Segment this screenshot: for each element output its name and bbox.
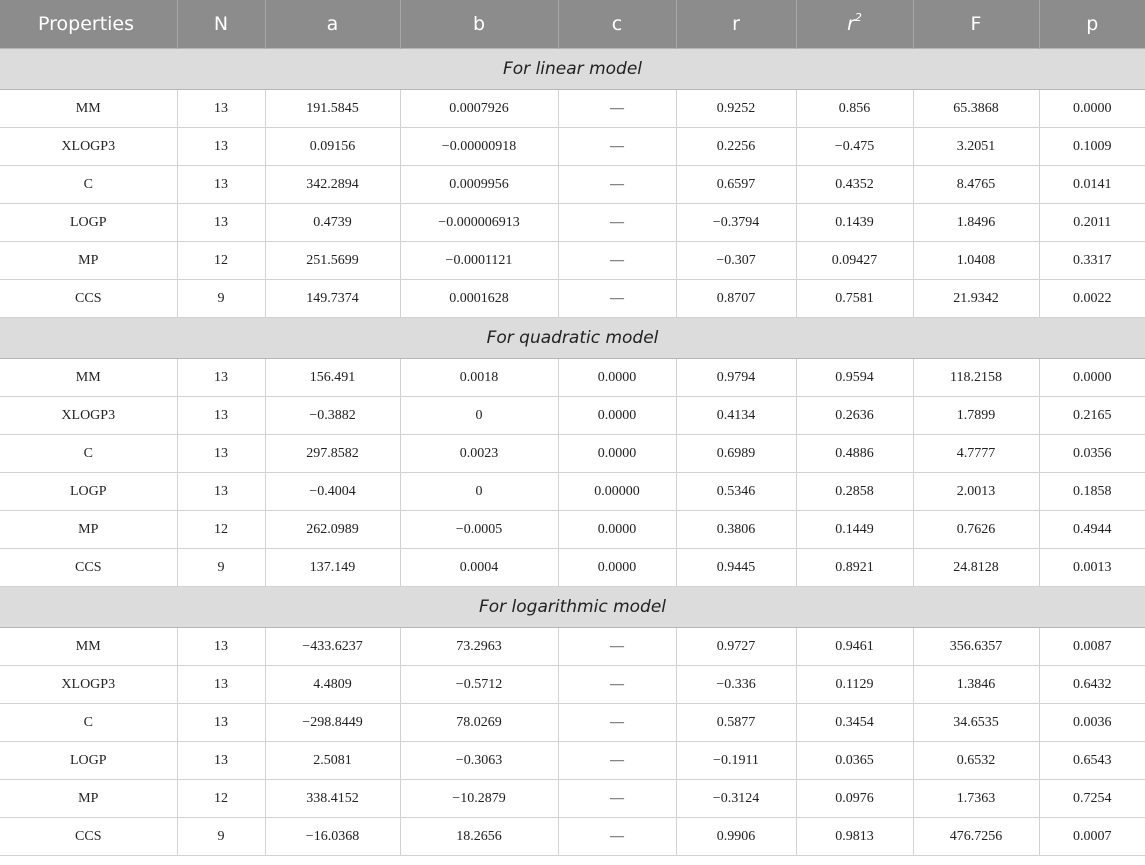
cell-f: 65.3868 xyxy=(913,90,1039,128)
cell-property: MM xyxy=(0,359,177,397)
cell-property: CCS xyxy=(0,280,177,318)
cell-f: 356.6357 xyxy=(913,628,1039,666)
cell-f: 0.7626 xyxy=(913,511,1039,549)
cell-c: — xyxy=(558,628,676,666)
cell-c: 0.0000 xyxy=(558,397,676,435)
table-row xyxy=(0,549,1145,587)
cell-r-squared: 0.1129 xyxy=(796,666,913,704)
cell-r-squared: 0.7581 xyxy=(796,280,913,318)
section-title: For logarithmic model xyxy=(0,587,1145,628)
cell-n: 13 xyxy=(177,359,265,397)
cell-a: 191.5845 xyxy=(265,90,400,128)
cell-n: 13 xyxy=(177,742,265,780)
cell-a: 137.149 xyxy=(265,549,400,587)
cell-p: 0.0007 xyxy=(1039,818,1145,856)
cell-f: 1.7899 xyxy=(913,397,1039,435)
cell-r: 0.6989 xyxy=(676,435,796,473)
cell-b: 0.0004 xyxy=(400,549,558,587)
cell-c: — xyxy=(558,280,676,318)
section-header-row xyxy=(0,318,1145,359)
cell-r: 0.9906 xyxy=(676,818,796,856)
cell-a: −433.6237 xyxy=(265,628,400,666)
cell-c: — xyxy=(558,780,676,818)
table-row xyxy=(0,780,1145,818)
cell-p: 0.0356 xyxy=(1039,435,1145,473)
cell-c: 0.0000 xyxy=(558,359,676,397)
cell-b: −10.2879 xyxy=(400,780,558,818)
cell-r-squared: 0.856 xyxy=(796,90,913,128)
cell-c: — xyxy=(558,818,676,856)
cell-n: 13 xyxy=(177,473,265,511)
table-row xyxy=(0,666,1145,704)
cell-r: 0.9445 xyxy=(676,549,796,587)
section-header-row xyxy=(0,587,1145,628)
cell-p: 0.3317 xyxy=(1039,242,1145,280)
table-row xyxy=(0,128,1145,166)
cell-c: — xyxy=(558,666,676,704)
cell-property: MM xyxy=(0,90,177,128)
cell-f: 21.9342 xyxy=(913,280,1039,318)
cell-a: −298.8449 xyxy=(265,704,400,742)
cell-n: 9 xyxy=(177,818,265,856)
cell-a: 156.491 xyxy=(265,359,400,397)
cell-p: 0.0087 xyxy=(1039,628,1145,666)
cell-p: 0.1009 xyxy=(1039,128,1145,166)
table-row xyxy=(0,628,1145,666)
cell-r-squared: 0.0365 xyxy=(796,742,913,780)
cell-r-squared: 0.4352 xyxy=(796,166,913,204)
cell-property: MP xyxy=(0,780,177,818)
cell-b: −0.000006913 xyxy=(400,204,558,242)
cell-r-squared: 0.8921 xyxy=(796,549,913,587)
cell-c: — xyxy=(558,704,676,742)
cell-b: −0.0005 xyxy=(400,511,558,549)
cell-f: 3.2051 xyxy=(913,128,1039,166)
cell-property: LOGP xyxy=(0,473,177,511)
cell-p: 0.0036 xyxy=(1039,704,1145,742)
cell-r: 0.5346 xyxy=(676,473,796,511)
cell-f: 476.7256 xyxy=(913,818,1039,856)
cell-n: 13 xyxy=(177,666,265,704)
cell-p: 0.2011 xyxy=(1039,204,1145,242)
cell-r: 0.3806 xyxy=(676,511,796,549)
cell-p: 0.4944 xyxy=(1039,511,1145,549)
cell-property: MP xyxy=(0,242,177,280)
cell-p: 0.7254 xyxy=(1039,780,1145,818)
cell-c: — xyxy=(558,128,676,166)
cell-b: 78.0269 xyxy=(400,704,558,742)
header-p: p xyxy=(1039,0,1145,49)
cell-n: 13 xyxy=(177,128,265,166)
header-properties: Properties xyxy=(0,0,177,49)
cell-c: — xyxy=(558,742,676,780)
header-b: b xyxy=(400,0,558,49)
cell-f: 4.7777 xyxy=(913,435,1039,473)
cell-p: 0.6543 xyxy=(1039,742,1145,780)
cell-r: −0.3794 xyxy=(676,204,796,242)
table-row xyxy=(0,742,1145,780)
cell-property: XLOGP3 xyxy=(0,666,177,704)
cell-n: 13 xyxy=(177,90,265,128)
cell-b: 0 xyxy=(400,397,558,435)
cell-n: 13 xyxy=(177,704,265,742)
cell-f: 24.8128 xyxy=(913,549,1039,587)
cell-p: 0.0000 xyxy=(1039,359,1145,397)
cell-property: CCS xyxy=(0,549,177,587)
cell-c: — xyxy=(558,242,676,280)
cell-n: 12 xyxy=(177,780,265,818)
cell-property: XLOGP3 xyxy=(0,397,177,435)
cell-r-squared: 0.09427 xyxy=(796,242,913,280)
cell-a: 338.4152 xyxy=(265,780,400,818)
header-c: c xyxy=(558,0,676,49)
cell-a: 262.0989 xyxy=(265,511,400,549)
cell-f: 118.2158 xyxy=(913,359,1039,397)
cell-r: 0.5877 xyxy=(676,704,796,742)
header-f: F xyxy=(913,0,1039,49)
cell-a: −0.4004 xyxy=(265,473,400,511)
cell-n: 13 xyxy=(177,628,265,666)
cell-r-squared: 0.9594 xyxy=(796,359,913,397)
table-row xyxy=(0,473,1145,511)
cell-b: −0.5712 xyxy=(400,666,558,704)
cell-f: 0.6532 xyxy=(913,742,1039,780)
cell-r: 0.9252 xyxy=(676,90,796,128)
cell-n: 13 xyxy=(177,166,265,204)
cell-property: XLOGP3 xyxy=(0,128,177,166)
cell-property: C xyxy=(0,435,177,473)
r-squared-base: r xyxy=(847,13,855,36)
header-r: r xyxy=(676,0,796,49)
header-row xyxy=(0,0,1145,49)
cell-a: −16.0368 xyxy=(265,818,400,856)
header-n: N xyxy=(177,0,265,49)
cell-r: −0.336 xyxy=(676,666,796,704)
cell-a: 297.8582 xyxy=(265,435,400,473)
cell-b: 73.2963 xyxy=(400,628,558,666)
cell-r-squared: −0.475 xyxy=(796,128,913,166)
cell-f: 1.8496 xyxy=(913,204,1039,242)
table-body xyxy=(0,49,1145,856)
cell-a: 149.7374 xyxy=(265,280,400,318)
cell-n: 13 xyxy=(177,397,265,435)
cell-a: 251.5699 xyxy=(265,242,400,280)
cell-b: −0.3063 xyxy=(400,742,558,780)
cell-c: — xyxy=(558,166,676,204)
cell-p: 0.6432 xyxy=(1039,666,1145,704)
cell-n: 9 xyxy=(177,549,265,587)
table-row xyxy=(0,435,1145,473)
cell-n: 13 xyxy=(177,204,265,242)
table-row xyxy=(0,704,1145,742)
cell-f: 1.0408 xyxy=(913,242,1039,280)
cell-b: 0.0023 xyxy=(400,435,558,473)
cell-property: MP xyxy=(0,511,177,549)
cell-c: — xyxy=(558,90,676,128)
cell-c: 0.0000 xyxy=(558,549,676,587)
cell-r-squared: 0.9813 xyxy=(796,818,913,856)
cell-r-squared: 0.1439 xyxy=(796,204,913,242)
cell-b: −0.0001121 xyxy=(400,242,558,280)
cell-property: LOGP xyxy=(0,742,177,780)
section-title: For linear model xyxy=(0,49,1145,90)
cell-r: 0.9794 xyxy=(676,359,796,397)
cell-r-squared: 0.4886 xyxy=(796,435,913,473)
cell-p: 0.0000 xyxy=(1039,90,1145,128)
cell-r-squared: 0.9461 xyxy=(796,628,913,666)
table-row xyxy=(0,204,1145,242)
cell-n: 12 xyxy=(177,511,265,549)
cell-b: −0.00000918 xyxy=(400,128,558,166)
cell-b: 0.0001628 xyxy=(400,280,558,318)
cell-b: 0.0009956 xyxy=(400,166,558,204)
cell-r: 0.6597 xyxy=(676,166,796,204)
cell-f: 8.4765 xyxy=(913,166,1039,204)
cell-p: 0.0022 xyxy=(1039,280,1145,318)
header-r-squared xyxy=(796,0,913,49)
cell-c: — xyxy=(558,204,676,242)
cell-r-squared: 0.2636 xyxy=(796,397,913,435)
table-row xyxy=(0,818,1145,856)
cell-a: 2.5081 xyxy=(265,742,400,780)
cell-property: C xyxy=(0,166,177,204)
cell-r: −0.3124 xyxy=(676,780,796,818)
cell-a: 4.4809 xyxy=(265,666,400,704)
cell-p: 0.0013 xyxy=(1039,549,1145,587)
cell-r-squared: 0.1449 xyxy=(796,511,913,549)
table-row xyxy=(0,397,1145,435)
cell-b: 18.2656 xyxy=(400,818,558,856)
cell-b: 0 xyxy=(400,473,558,511)
cell-b: 0.0007926 xyxy=(400,90,558,128)
cell-r-squared: 0.2858 xyxy=(796,473,913,511)
cell-n: 12 xyxy=(177,242,265,280)
cell-a: 0.4739 xyxy=(265,204,400,242)
cell-c: 0.0000 xyxy=(558,511,676,549)
cell-p: 0.1858 xyxy=(1039,473,1145,511)
cell-a: −0.3882 xyxy=(265,397,400,435)
cell-p: 0.2165 xyxy=(1039,397,1145,435)
cell-property: CCS xyxy=(0,818,177,856)
cell-r: −0.307 xyxy=(676,242,796,280)
cell-c: 0.0000 xyxy=(558,435,676,473)
cell-f: 2.0013 xyxy=(913,473,1039,511)
cell-a: 342.2894 xyxy=(265,166,400,204)
cell-r: −0.1911 xyxy=(676,742,796,780)
cell-property: C xyxy=(0,704,177,742)
cell-r-squared: 0.3454 xyxy=(796,704,913,742)
cell-b: 0.0018 xyxy=(400,359,558,397)
cell-a: 0.09156 xyxy=(265,128,400,166)
section-header-row xyxy=(0,49,1145,90)
cell-n: 9 xyxy=(177,280,265,318)
header-a: a xyxy=(265,0,400,49)
cell-f: 34.6535 xyxy=(913,704,1039,742)
cell-property: LOGP xyxy=(0,204,177,242)
cell-r-squared: 0.0976 xyxy=(796,780,913,818)
cell-n: 13 xyxy=(177,435,265,473)
table-row xyxy=(0,90,1145,128)
cell-property: MM xyxy=(0,628,177,666)
cell-f: 1.3846 xyxy=(913,666,1039,704)
cell-r: 0.2256 xyxy=(676,128,796,166)
section-title: For quadratic model xyxy=(0,318,1145,359)
cell-r: 0.4134 xyxy=(676,397,796,435)
cell-r: 0.8707 xyxy=(676,280,796,318)
cell-r: 0.9727 xyxy=(676,628,796,666)
table-row xyxy=(0,166,1145,204)
cell-p: 0.0141 xyxy=(1039,166,1145,204)
table-row xyxy=(0,359,1145,397)
table-row xyxy=(0,511,1145,549)
cell-c: 0.00000 xyxy=(558,473,676,511)
r-squared-exponent: 2 xyxy=(854,10,862,24)
table-row xyxy=(0,280,1145,318)
table-row xyxy=(0,242,1145,280)
cell-f: 1.7363 xyxy=(913,780,1039,818)
